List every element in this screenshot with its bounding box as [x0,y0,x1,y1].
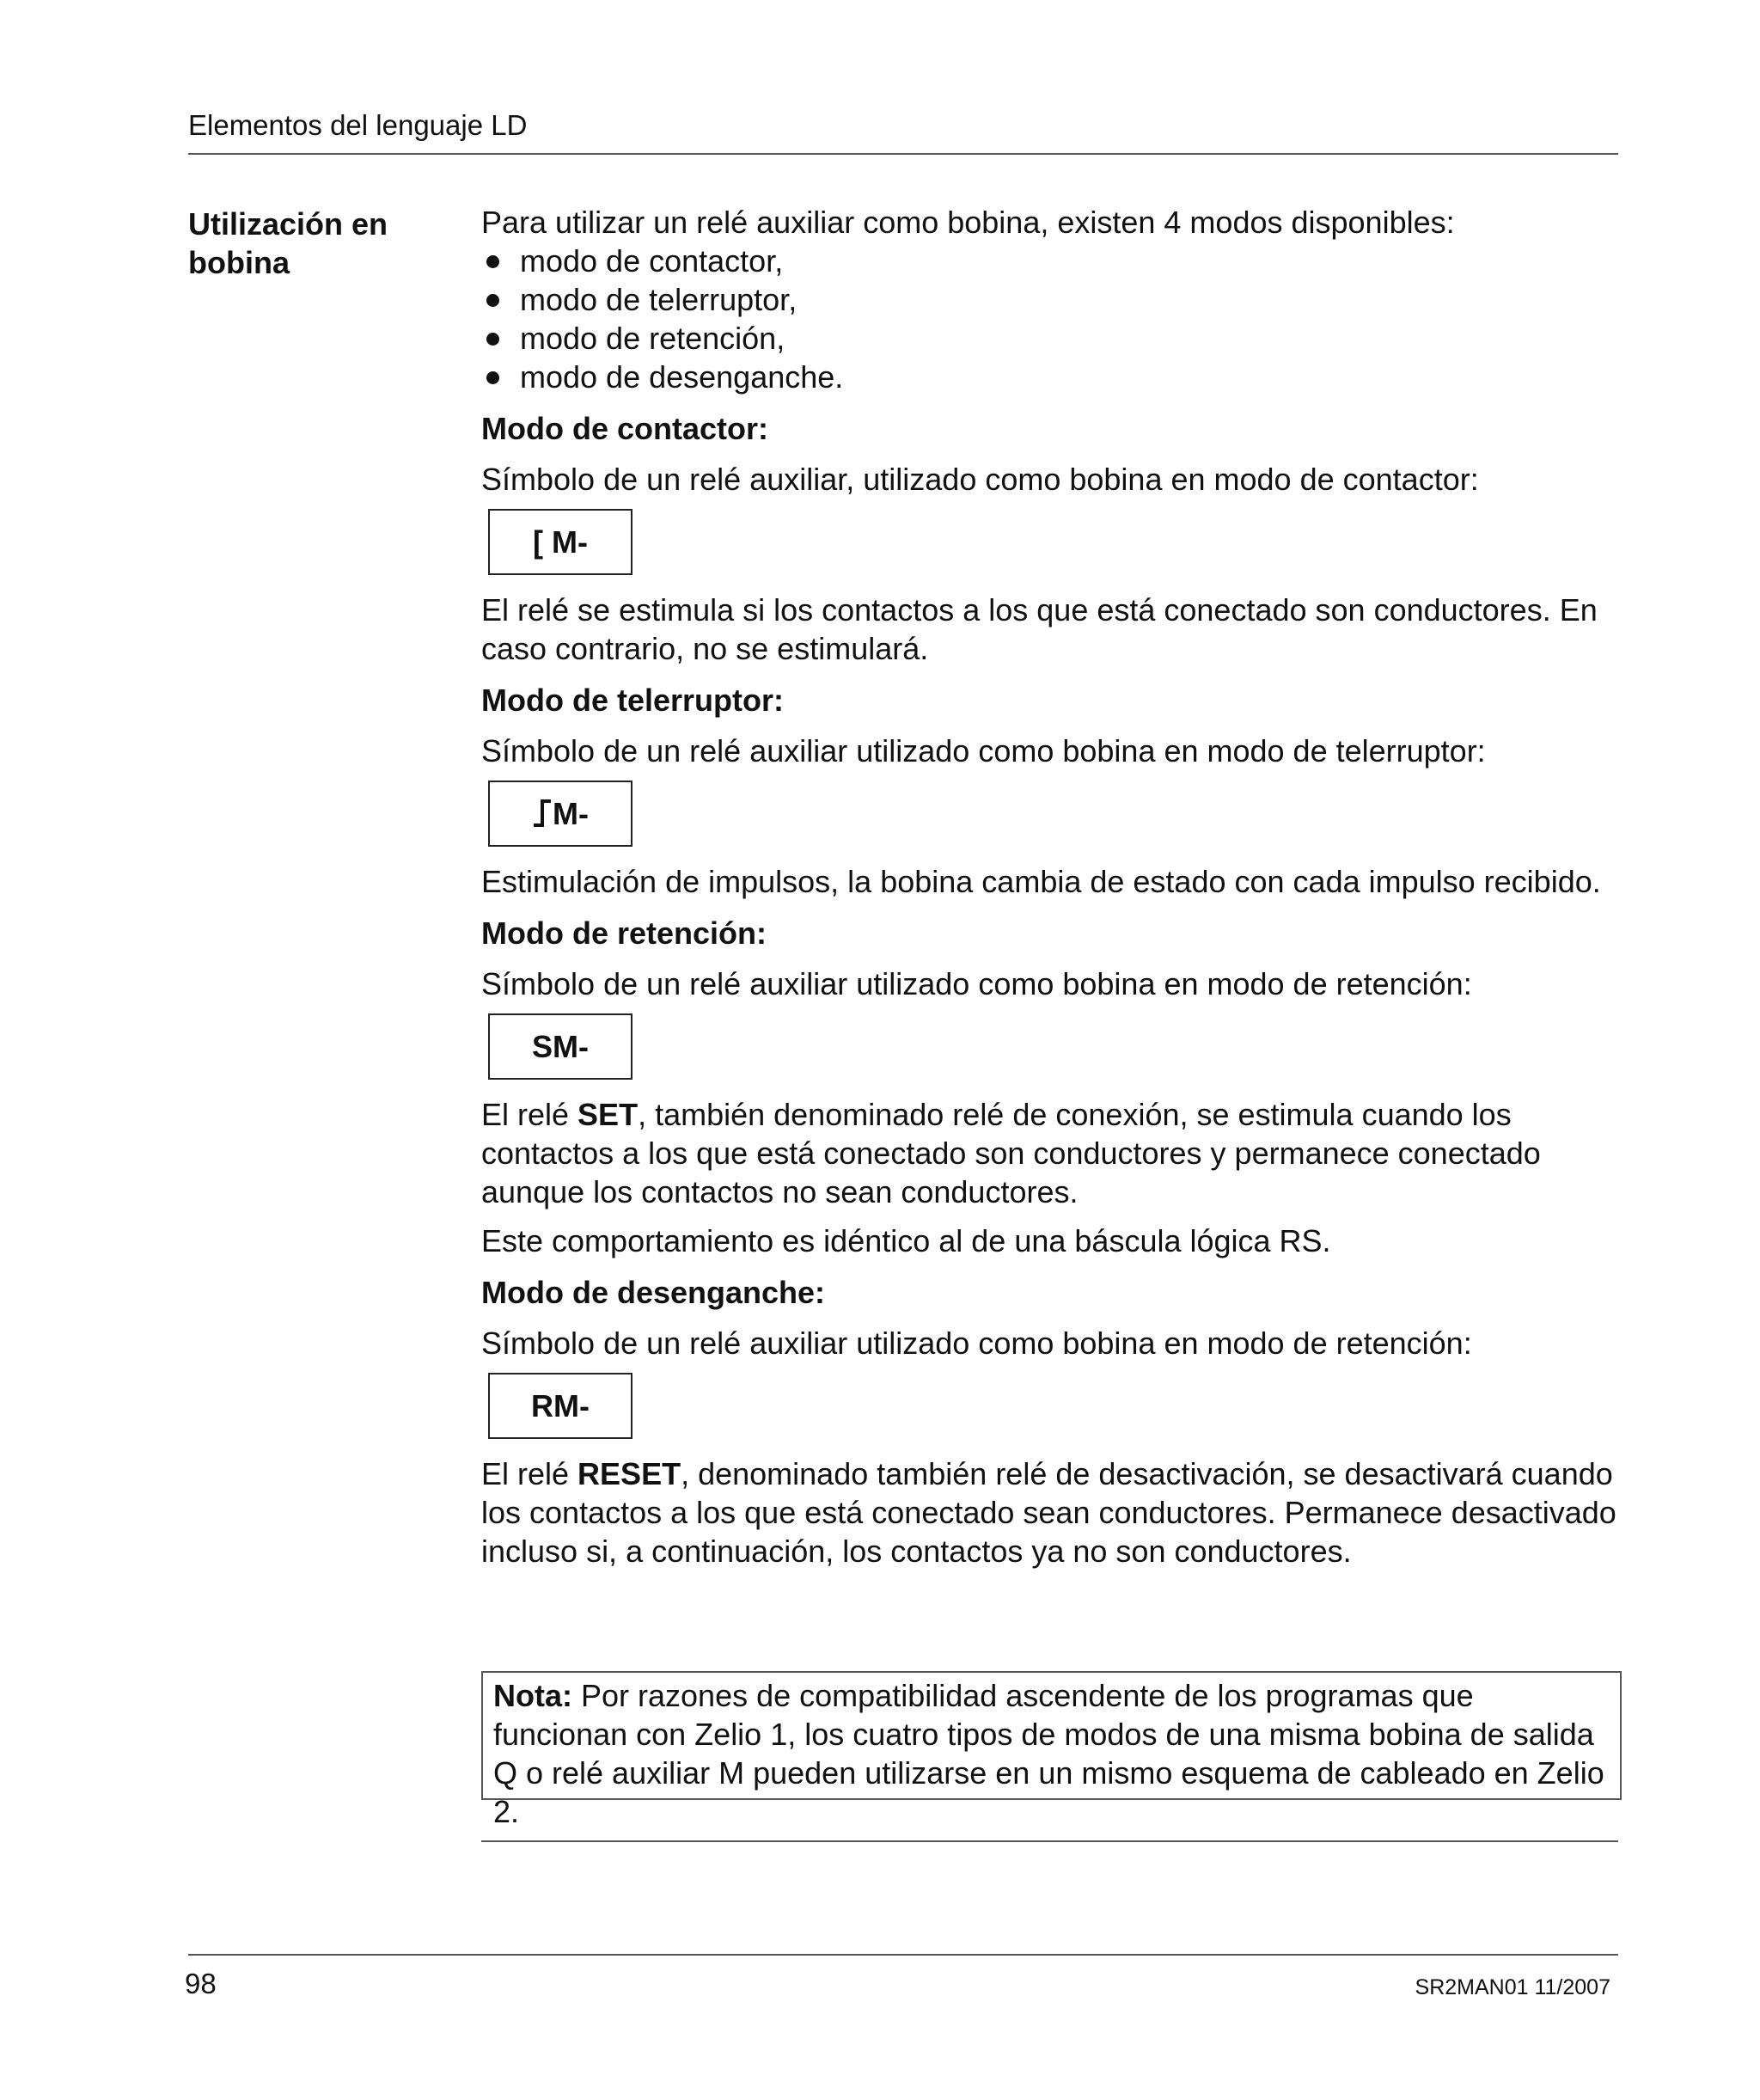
mode-telerruptor-description: Estimulación de impulsos, la bobina cambia de estado con cada impulso recibido. [481,864,1601,899]
mode-desenganche-symbol-caption: Símbolo de un relé auxiliar utilizado como bobina en modo de retención: [481,1326,1472,1361]
mode-contactor-description: El relé se estimula si los contactos a los que está conectado son conductores. En caso contrario, no se estimulará. [481,592,1598,666]
running-head: Elementos del lenguaje LD [188,109,528,141]
document-reference: SR2MAN01 11/2007 [1415,1975,1610,1999]
set-coil-symbol-text: SM- [532,1029,589,1064]
mode-desenganche-description [481,1454,1624,1570]
note-text: Por razones de compatibilidad ascendente de los programas que funcionan con Zelio 1, los cuatro tipos de modos de una misma bobina de salida Q o relé auxiliar M pueden utilizarse en un mismo esquema de cableado en Zelio 2. [493,1678,1604,1829]
mode-retencion-description [481,1095,1624,1211]
description-suffix: , también denominado relé de conexión, se estimula cuando los contactos a los que está conectado son conductores y permanece conectado aunque los contactos no sean conductores. [481,1097,1541,1209]
bullet-icon [486,371,499,384]
note-box [481,1671,1622,1829]
section-end-rule [481,1840,1618,1842]
list-item [481,242,1624,280]
intro-text: Para utilizar un relé auxiliar como bobina, existen 4 modos disponibles: [481,205,1455,240]
list-item-text: modo de desenganche. [520,359,844,395]
mode-retencion-title: Modo de retención: [481,915,767,951]
list-item [481,319,1624,358]
footer-rule [188,1954,1618,1956]
list-item [481,358,1624,396]
set-coil-symbol [488,1013,632,1080]
bullet-icon [486,255,499,268]
mode-list [481,242,1624,396]
impulse-pulse-icon [532,798,553,829]
reset-keyword: RESET [578,1456,681,1491]
mode-contactor-symbol-caption: Símbolo de un relé auxiliar, utilizado como bobina en modo de contactor: [481,462,1479,497]
mode-telerruptor-title: Modo de telerruptor: [481,683,784,718]
telerruptor-coil-symbol-text: M- [553,796,589,831]
mode-telerruptor-symbol-caption: Símbolo de un relé auxiliar utilizado como bobina en modo de telerruptor: [481,733,1486,768]
contactor-coil-symbol [488,509,632,575]
list-item [481,280,1624,319]
reset-coil-symbol-text: RM- [531,1388,590,1423]
header-rule [188,153,1618,155]
section-content [481,203,1624,1581]
telerruptor-coil-symbol [488,781,632,847]
mode-contactor-title: Modo de contactor: [481,411,768,446]
description-prefix: El relé [481,1456,578,1491]
page-number: 98 [185,1968,217,1999]
contactor-coil-symbol-text: [ M- [533,524,588,560]
description-prefix: El relé [481,1097,578,1132]
list-item-text: modo de retención, [520,321,785,356]
mode-retencion-symbol-caption: Símbolo de un relé auxiliar utilizado como bobina en modo de retención: [481,966,1472,1001]
note-label: Nota: [493,1678,572,1713]
list-item-text: modo de telerruptor, [520,282,798,317]
list-item-text: modo de contactor, [520,243,784,279]
bullet-icon [486,294,499,307]
bullet-icon [486,333,499,346]
mode-desenganche-title: Modo de desenganche: [481,1275,826,1310]
reset-coil-symbol [488,1373,632,1439]
description-suffix: , denominado también relé de desactivación, se desactivará cuando los contactos a los que está conectado sean conductores. Permanece desactivado incluso si, a continuación, los contactos ya no son conductores. [481,1456,1616,1569]
section-label: Utilización en bobina [188,206,388,280]
mode-retencion-extra: Este comportamiento es idéntico al de una báscula lógica RS. [481,1223,1331,1258]
set-keyword: SET [578,1097,639,1132]
